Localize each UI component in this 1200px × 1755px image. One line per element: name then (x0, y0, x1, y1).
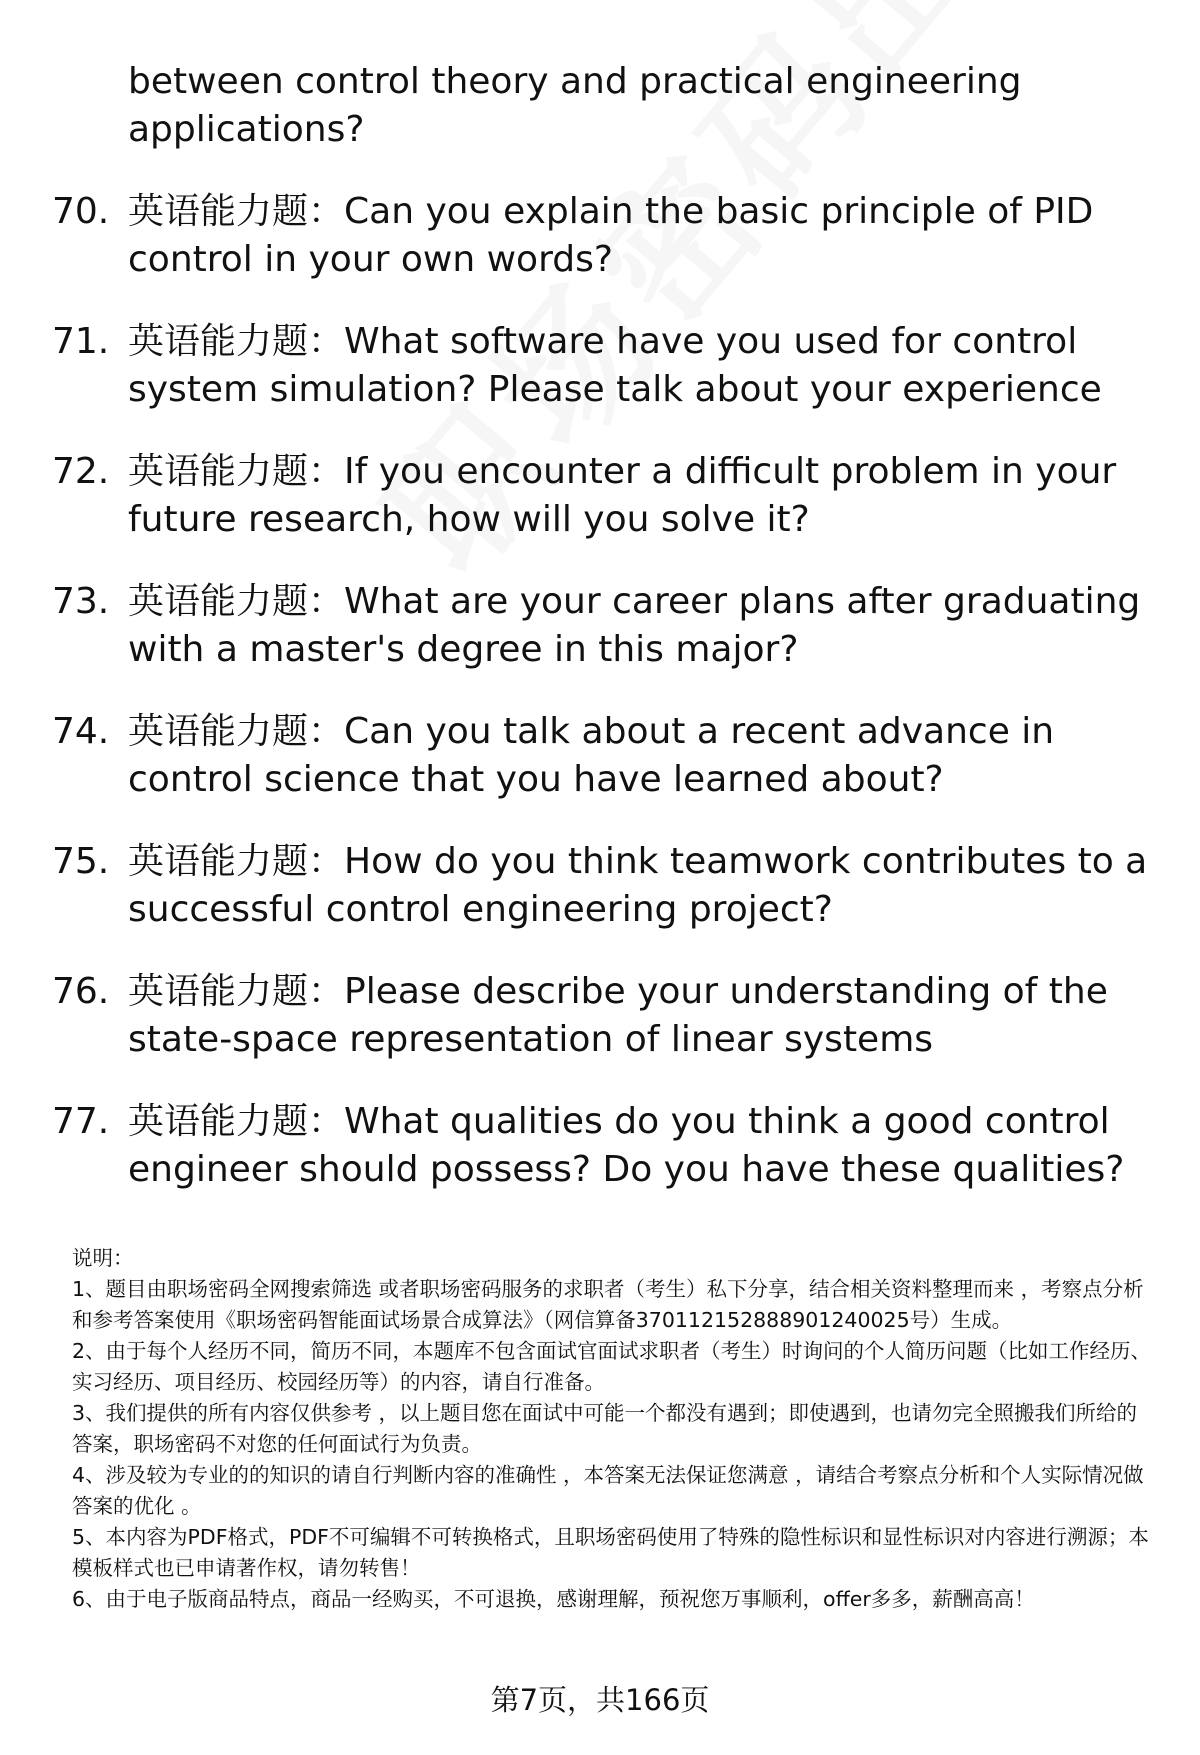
question-item (0, 708, 1200, 804)
question-prefix: 英语能力题： (128, 841, 345, 882)
question-item (0, 578, 1200, 674)
question-item (0, 838, 1200, 934)
question-prefix: 英语能力题： (128, 451, 345, 492)
question-prefix: 英语能力题： (128, 581, 345, 622)
question-text: What qualities do you think a good control engineer should possess? Do you have these qualities? (128, 1101, 1125, 1190)
question-prefix: 英语能力题： (128, 971, 345, 1012)
notes-section (72, 1243, 1157, 1615)
question-text: If you encounter a difficult problem in your future research, how will you solve it? (128, 451, 1117, 540)
question-number: 72. (52, 451, 110, 492)
question-prefix: 英语能力题： (128, 1101, 345, 1142)
question-text: between control theory and practical engineering applications? (128, 61, 1022, 150)
note-item: 3、我们提供的所有内容仅供参考 ，以上题目您在面试中可能一个都没有遇到；即使遇到，也请勿完全照搬我们所给的答案，职场密码不对您的任何面试行为负责。 (72, 1401, 1138, 1456)
question-number: 71. (52, 321, 110, 362)
question-item (0, 448, 1200, 544)
question-number: 74. (52, 711, 110, 752)
question-text: Can you talk about a recent advance in control science that you have learned about? (128, 711, 1055, 800)
question-prefix: 英语能力题： (128, 711, 345, 752)
question-number: 75. (52, 841, 110, 882)
note-item: 4、涉及较为专业的的知识的请自行判断内容的准确性 ，本答案无法保证您满意 ，请结合考察点分析和个人实际情况做答案的优化 。 (72, 1463, 1144, 1518)
question-item (0, 968, 1200, 1064)
note-item: 6、由于电子版商品特点，商品一经购买，不可退换，感谢理解，预祝您万事顺利，offer多多，薪酬高高！ (72, 1587, 1035, 1611)
question-text: Please describe your understanding of the state-space representation of linear systems (128, 971, 1108, 1060)
page-number: 第7页，共166页 (490, 1683, 710, 1717)
question-prefix: 英语能力题： (128, 191, 345, 232)
question-number: 77. (52, 1101, 110, 1142)
note-item: 5、本内容为PDF格式，PDF不可编辑不可转换格式，且职场密码使用了特殊的隐性标识和显性标识对内容进行溯源；本模板样式也已申请著作权，请勿转售！ (72, 1525, 1149, 1580)
note-item: 2、由于每个人经历不同，简历不同，本题库不包含面试官面试求职者（考生）时询问的个人简历问题（比如工作经历、实习经历、项目经历、校园经历等）的内容，请自行准备。 (72, 1339, 1152, 1394)
question-item (0, 318, 1200, 414)
question-item (0, 188, 1200, 284)
question-text: How do you think teamwork contributes to a successful control engineering project? (128, 841, 1148, 930)
question-text: Can you explain the basic principle of PID control in your own words? (128, 191, 1094, 280)
question-number: 73. (52, 581, 110, 622)
question-list (0, 58, 1200, 1228)
question-prefix: 英语能力题： (128, 321, 345, 362)
question-number: 70. (52, 191, 110, 232)
question-text: What software have you used for control system simulation? Please talk about your experience (128, 321, 1102, 410)
notes-heading: 说明： (72, 1246, 134, 1270)
question-item (0, 1098, 1200, 1194)
question-continuation (0, 58, 1200, 154)
question-text: What are your career plans after graduating with a master's degree in this major? (128, 581, 1141, 670)
note-item: 1、题目由职场密码全网搜索筛选 或者职场密码服务的求职者（考生）私下分享，结合相关资料整理而来 ，考察点分析和参考答案使用《职场密码智能面试场景合成算法》（网信算备370112152888901240025号）生成。 (72, 1277, 1144, 1332)
question-number: 76. (52, 971, 110, 1012)
